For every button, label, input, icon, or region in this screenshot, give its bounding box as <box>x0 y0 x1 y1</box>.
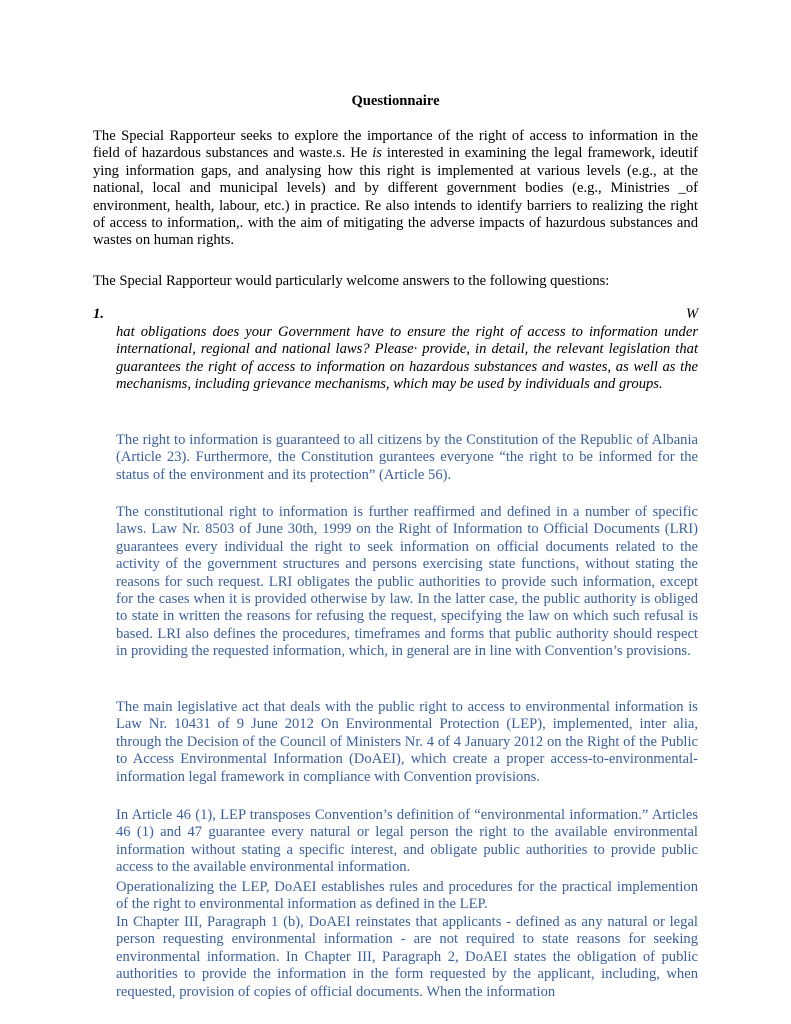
answer-paragraph-doaei: Operationalizing the LEP, DoAEI establishes rules and procedures for the practical implemention of the right to environmental information as defined in the LEP. <box>116 879 698 913</box>
answer-paragraph-lep: The main legislative act that deals with the public right to access to environmental information is Law Nr. 10431 of 9 June 2012 On Environmental Protection (LEP), implemented, inter alia, through the Decision of the Council of Ministers Nr. 4 of 4 January 2012 on the Right of the Public to Access Environmental Information (DoAEI), which create a proper access-to-environmental-information legal framework in compliance with Convention provisions. <box>116 699 698 785</box>
intro-text-start: The Special Rapporteur seeks to explore the importance of the right of access to information in the field of hazardous substances and waste.s. He <box>93 128 698 162</box>
intro-italic-word: is <box>372 145 382 162</box>
intro-paragraph <box>93 128 698 250</box>
question-text: hat obligations does your Government have to ensure the right of access to information under international, regional and national laws? Please· provide, in detail, the relevant legislation that guarantees the right of access to information on hazardous substances and wastes, as well as the mechanisms, including grievance mechanisms, which may be used by individuals and groups. <box>116 324 698 393</box>
answer-paragraph-constitution: The right to information is guaranteed to all citizens by the Constitution of the Republic of Albania (Article 23). Furthermore, the Constitution gurantees everyone “the right to be informed for the status of the environment and its protection” (Article 56). <box>116 432 698 483</box>
question-first-letter: W <box>686 306 699 322</box>
question-number: 1. <box>93 306 104 322</box>
answer-paragraph-lri: The constitutional right to information is further reaffirmed and defined in a number of specific laws. Law Nr. 8503 of June 30th, 1999 on the Right of Information to Official Documents (LRI) guarantees every individual the right to seek information on official documents related to the activity of the government structures and persons exercising state functions, without stating the reasons for such request. LRI obligates the public authorities to provide such information, except for the cases when it is provided otherwise by law. In the latter case, the public authority is obliged to state in written the reasons for refusing the request, specifying the law on which such refusal is based. LRI also defines the procedures, timeframes and forms that public authority should respect in providing the requested information, which, in general are in line with Convention’s provisions. <box>116 504 698 660</box>
answer-paragraph-chapter-3: In Chapter III, Paragraph 1 (b), DoAEI reinstates that applicants - defined as any natural or legal person requesting environmental information - are not required to state reasons for seeking environmental information. In Chapter III, Paragraph 2, DoAEI states the obligation of public authorities to provide the information in the form requested by the applicant, including, when requested, provision of copies of official documents. When the information <box>116 914 698 1000</box>
lead-paragraph: The Special Rapporteur would particularly welcome answers to the following questions: <box>93 273 610 289</box>
answer-paragraph-article-46: In Article 46 (1), LEP transposes Convention’s definition of “environmental information.” Articles 46 (1) and 47 guarantee every natural or legal person the right to the available environmental information without stating a specific interest, and obligate public authorities to provide public access to the available environmental information. <box>116 807 698 876</box>
intro-text-end: interested in examining the legal framework, ideutif ying information gaps, and analysing how this right is implemented at various levels (e.g., at the national, local and municipal levels) and by different government bodies (e.g., Ministries _of environment, health, labour, etc.) in practice. Re also intends to identify barriers to realizing the right of access to information,. with the aim of mitigating the adverse impacts of hazurdous substances and wastes on human rights. <box>93 145 698 249</box>
page-title: Questionnaire <box>351 93 440 109</box>
